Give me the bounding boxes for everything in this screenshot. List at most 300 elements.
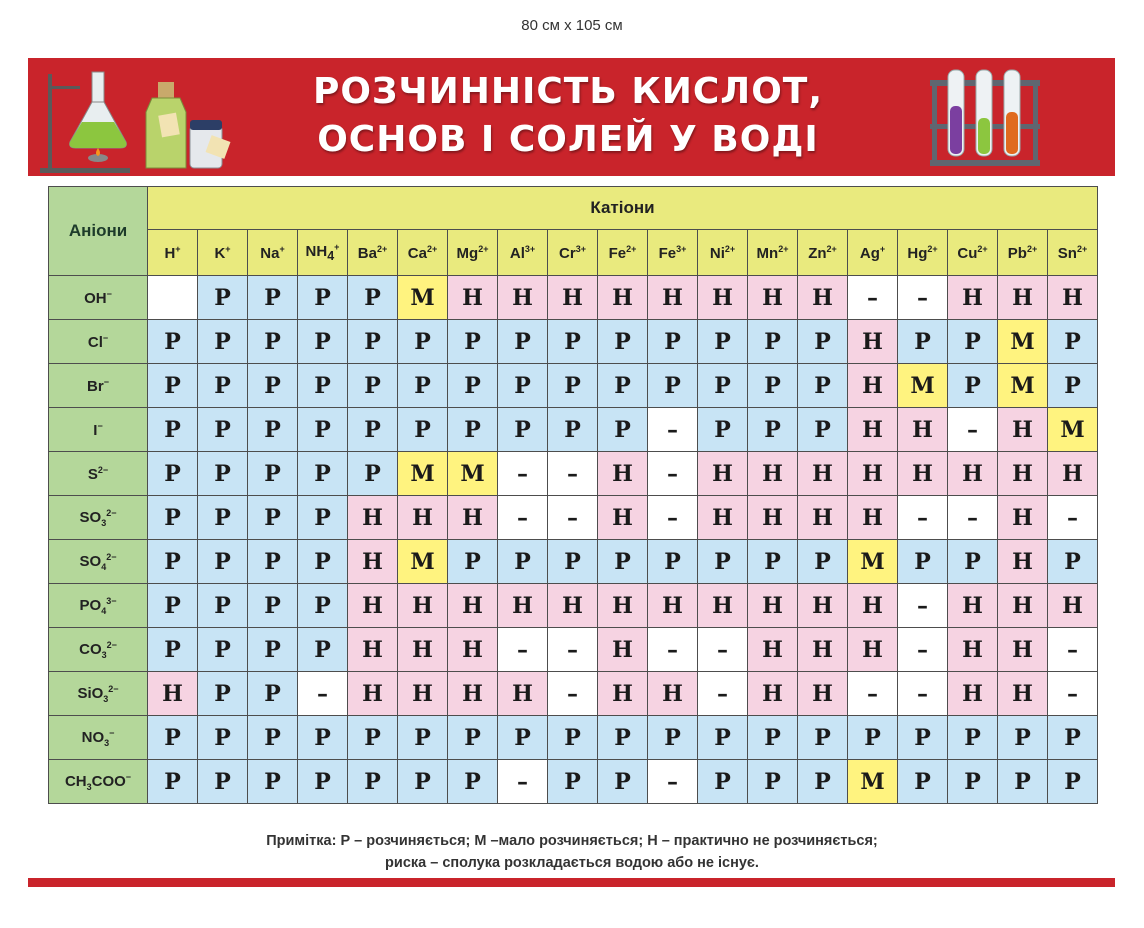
- solubility-cell: Р: [398, 364, 448, 408]
- solubility-cell: Н: [798, 452, 848, 496]
- solubility-cell: Р: [248, 320, 298, 364]
- solubility-cell: Р: [298, 364, 348, 408]
- solubility-cell: Р: [148, 452, 198, 496]
- solubility-cell: Н: [998, 584, 1048, 628]
- solubility-cell: Р: [448, 760, 498, 804]
- anion-charge: −: [125, 771, 132, 782]
- cation-base: K: [214, 244, 226, 262]
- cation-header-9: [598, 230, 648, 276]
- solubility-cell: Н: [898, 408, 948, 452]
- solubility-cell: Р: [498, 320, 548, 364]
- solubility-cell: М: [398, 452, 448, 496]
- solubility-cell: Р: [598, 760, 648, 804]
- solubility-cell: Н: [548, 276, 598, 320]
- solubility-cell: Р: [1048, 320, 1098, 364]
- solubility-cell: Р: [498, 364, 548, 408]
- solubility-cell: Н: [348, 540, 398, 584]
- anion-header-8: [49, 628, 148, 672]
- solubility-cell: Р: [548, 540, 598, 584]
- solubility-cell: –: [648, 628, 698, 672]
- solubility-cell: Р: [948, 320, 998, 364]
- cation-base: Ag: [859, 244, 880, 262]
- solubility-cell: Р: [348, 364, 398, 408]
- solubility-cell: Р: [848, 716, 898, 760]
- solubility-cell: Н: [648, 672, 698, 716]
- cation-base: Cu: [957, 244, 978, 262]
- solubility-cell: –: [498, 760, 548, 804]
- solubility-cell: Р: [348, 452, 398, 496]
- solubility-cell: Н: [798, 584, 848, 628]
- anion-base: OH: [84, 289, 107, 307]
- solubility-cell: Р: [648, 716, 698, 760]
- cation-header-5: [398, 230, 448, 276]
- solubility-cell: М: [1048, 408, 1098, 452]
- anion-charge: −: [109, 727, 115, 738]
- solubility-cell: М: [848, 760, 898, 804]
- solubility-cell: Р: [948, 716, 998, 760]
- solubility-cell: Н: [948, 672, 998, 716]
- solubility-cell: М: [898, 364, 948, 408]
- solubility-cell: Н: [1048, 584, 1098, 628]
- solubility-cell: Р: [698, 320, 748, 364]
- solubility-cell: Р: [448, 320, 498, 364]
- solubility-cell: Р: [498, 540, 548, 584]
- solubility-cell: Р: [948, 760, 998, 804]
- solubility-cell: Н: [448, 584, 498, 628]
- solubility-cell: Р: [748, 760, 798, 804]
- cation-charge: 2+: [977, 243, 988, 254]
- solubility-cell: Н: [998, 496, 1048, 540]
- anion-charge: 2−: [108, 683, 119, 694]
- solubility-cell: Р: [348, 408, 398, 452]
- solubility-cell: Р: [148, 628, 198, 672]
- table-row: [49, 452, 1098, 496]
- cation-header-15: [898, 230, 948, 276]
- table-row: [49, 276, 1098, 320]
- table-row: [49, 408, 1098, 452]
- cation-charge: +: [225, 243, 231, 254]
- solubility-cell: Р: [298, 320, 348, 364]
- solubility-cell: Р: [648, 540, 698, 584]
- cation-header-14: [848, 230, 898, 276]
- solubility-cell: Р: [248, 540, 298, 584]
- anion-header-7: [49, 584, 148, 628]
- solubility-cell: –: [498, 496, 548, 540]
- solubility-cell: –: [898, 584, 948, 628]
- anion-base: S: [87, 465, 98, 483]
- solubility-cell: Р: [898, 716, 948, 760]
- anion-charge: 2−: [106, 551, 117, 562]
- solubility-cell: Р: [748, 716, 798, 760]
- anion-charge: −: [102, 332, 109, 343]
- solubility-cell: Р: [598, 716, 648, 760]
- anion-header-4: [49, 452, 148, 496]
- solubility-cell: Н: [348, 584, 398, 628]
- solubility-cell: Н: [598, 584, 648, 628]
- anion-base: SiO: [77, 684, 104, 702]
- solubility-cell: Н: [398, 672, 448, 716]
- solubility-cell: Р: [448, 408, 498, 452]
- solubility-cell: Н: [848, 364, 898, 408]
- cation-header-2: [248, 230, 298, 276]
- solubility-cell: Н: [948, 452, 998, 496]
- solubility-cell: Р: [748, 540, 798, 584]
- cation-base: Zn: [808, 244, 827, 262]
- solubility-cell: Н: [998, 276, 1048, 320]
- solubility-cell: Р: [798, 408, 848, 452]
- solubility-cell: Н: [748, 628, 798, 672]
- cations-header: Катіони: [148, 187, 1098, 230]
- solubility-cell: Р: [248, 760, 298, 804]
- cation-header-7: [498, 230, 548, 276]
- cation-charge: 2+: [376, 243, 388, 254]
- solubility-cell: Р: [898, 760, 948, 804]
- solubility-cell: Р: [198, 452, 248, 496]
- solubility-cell: Р: [898, 540, 948, 584]
- solubility-cell: Р: [298, 760, 348, 804]
- anion-header-3: [49, 408, 148, 452]
- solubility-cell: Р: [248, 408, 298, 452]
- solubility-cell: Р: [198, 364, 248, 408]
- solubility-cell: Н: [498, 276, 548, 320]
- solubility-cell: Р: [198, 276, 248, 320]
- solubility-cell: –: [898, 496, 948, 540]
- solubility-cell: Н: [898, 452, 948, 496]
- solubility-cell: Р: [348, 760, 398, 804]
- solubility-cell: Н: [448, 628, 498, 672]
- solubility-cell: Н: [398, 496, 448, 540]
- lab-flasks-illustration: [40, 64, 240, 174]
- solubility-cell: Р: [148, 364, 198, 408]
- solubility-cell: Н: [998, 628, 1048, 672]
- solubility-cell: Р: [798, 716, 848, 760]
- anion-subscript: 3: [86, 781, 92, 792]
- solubility-cell: Р: [148, 716, 198, 760]
- solubility-cell: Н: [848, 584, 898, 628]
- table-row: [49, 584, 1098, 628]
- cation-charge: +: [879, 243, 886, 254]
- solubility-cell: Р: [748, 364, 798, 408]
- anion-base: Br: [87, 377, 104, 395]
- solubility-cell: Н: [948, 584, 998, 628]
- solubility-cell: –: [648, 452, 698, 496]
- solubility-cell: –: [548, 452, 598, 496]
- poster-title: [268, 68, 868, 164]
- solubility-cell: Р: [348, 276, 398, 320]
- solubility-cell: Р: [948, 540, 998, 584]
- anion-base: CH: [64, 772, 87, 790]
- anion-base: I: [93, 421, 98, 439]
- solubility-cell: Р: [448, 540, 498, 584]
- solubility-cell: Р: [298, 452, 348, 496]
- solubility-cell: Н: [848, 320, 898, 364]
- solubility-cell: Н: [998, 540, 1048, 584]
- anion-base: PO: [79, 596, 102, 614]
- table-row: [49, 716, 1098, 760]
- solubility-cell: –: [498, 628, 548, 672]
- solubility-cell: Н: [698, 496, 748, 540]
- solubility-table: [48, 186, 1098, 804]
- table-row: [49, 628, 1098, 672]
- solubility-cell: Р: [348, 716, 398, 760]
- solubility-cell: Р: [798, 760, 848, 804]
- cation-header-13: [798, 230, 848, 276]
- anion-charge: 3−: [106, 595, 117, 606]
- anion-subscript: 4: [101, 605, 107, 616]
- solubility-cell: Р: [148, 540, 198, 584]
- solubility-cell: Н: [398, 584, 448, 628]
- solubility-cell: Н: [748, 452, 798, 496]
- solubility-cell: Н: [548, 584, 598, 628]
- solubility-cell: М: [398, 540, 448, 584]
- solubility-cell: М: [448, 452, 498, 496]
- solubility-cell: Р: [148, 496, 198, 540]
- solubility-cell: Р: [1048, 364, 1098, 408]
- cation-base: Fe: [658, 244, 677, 262]
- solubility-cell: Н: [848, 452, 898, 496]
- cation-header-0: [148, 230, 198, 276]
- anion-subscript: 3: [101, 649, 107, 660]
- anion-header-9: [49, 672, 148, 716]
- solubility-cell: Н: [798, 628, 848, 672]
- solubility-cell: Р: [548, 320, 598, 364]
- anion-header-5: [49, 496, 148, 540]
- anion-charge: −: [103, 376, 109, 387]
- solubility-cell: Р: [998, 716, 1048, 760]
- solubility-cell: –: [698, 672, 748, 716]
- solubility-cell: –: [1048, 628, 1098, 672]
- cation-base: Pb: [1007, 244, 1027, 262]
- solubility-cell: М: [998, 320, 1048, 364]
- solubility-cell: Н: [648, 276, 698, 320]
- solubility-cell: Р: [248, 628, 298, 672]
- solubility-cell: Н: [748, 672, 798, 716]
- solubility-cell: Р: [698, 364, 748, 408]
- solubility-cell: Н: [398, 628, 448, 672]
- solubility-cell: Н: [448, 496, 498, 540]
- solubility-cell: Н: [498, 672, 548, 716]
- solubility-cell: Р: [148, 320, 198, 364]
- solubility-cell: –: [548, 628, 598, 672]
- anion-charge: −: [106, 288, 112, 299]
- solubility-cell: Н: [998, 672, 1048, 716]
- anion-header-10: [49, 716, 148, 760]
- cation-base: Cr: [559, 244, 576, 262]
- solubility-cell: Р: [598, 320, 648, 364]
- table-row: [49, 672, 1098, 716]
- solubility-cell: Р: [448, 364, 498, 408]
- solubility-cell: Р: [248, 452, 298, 496]
- solubility-cell: –: [898, 672, 948, 716]
- solubility-cell: Р: [348, 320, 398, 364]
- solubility-cell: Р: [148, 584, 198, 628]
- cation-base: Ba: [357, 244, 377, 262]
- solubility-cell: Н: [798, 672, 848, 716]
- solubility-cell: –: [548, 672, 598, 716]
- table-row: [49, 320, 1098, 364]
- solubility-cell: Н: [1048, 452, 1098, 496]
- cation-base: Sn: [1057, 244, 1077, 262]
- solubility-cell: Н: [748, 584, 798, 628]
- solubility-cell: –: [898, 628, 948, 672]
- anion-charge: 2−: [106, 507, 117, 518]
- solubility-cell: Н: [698, 452, 748, 496]
- solubility-cell: Н: [648, 584, 698, 628]
- solubility-cell: –: [948, 408, 998, 452]
- solubility-table-wrapper: [48, 186, 1098, 804]
- anion-subscript: 4: [101, 561, 107, 572]
- solubility-cell: Н: [998, 408, 1048, 452]
- anion-charge: 2−: [106, 639, 117, 650]
- cation-base: Ca: [407, 244, 427, 262]
- solubility-cell: Н: [948, 276, 998, 320]
- solubility-cell: Н: [148, 672, 198, 716]
- bottom-bar: [28, 878, 1115, 887]
- solubility-cell: Р: [398, 408, 448, 452]
- solubility-cell: Р: [1048, 716, 1098, 760]
- solubility-cell: Р: [1048, 760, 1098, 804]
- table-row: [49, 496, 1098, 540]
- solubility-cell: Р: [148, 408, 198, 452]
- solubility-cell: Р: [198, 584, 248, 628]
- cation-header-12: [748, 230, 798, 276]
- test-tubes-rack-illustration: [928, 66, 1048, 171]
- title-banner: [28, 58, 1115, 176]
- anion-subscript: 3: [104, 737, 110, 748]
- cation-charge: 3+: [524, 243, 536, 254]
- solubility-cell: Р: [248, 496, 298, 540]
- cation-base: Ni: [709, 244, 725, 262]
- solubility-cell: –: [648, 408, 698, 452]
- solubility-cell: Р: [648, 364, 698, 408]
- solubility-cell: Н: [1048, 276, 1098, 320]
- cation-charge: 3+: [676, 243, 687, 254]
- solubility-table-body: [49, 276, 1098, 804]
- cation-charge: +: [334, 242, 340, 253]
- solubility-cell: –: [1048, 496, 1098, 540]
- solubility-cell: –: [848, 672, 898, 716]
- solubility-cell: Н: [448, 276, 498, 320]
- solubility-cell: Р: [298, 628, 348, 672]
- solubility-cell: –: [648, 760, 698, 804]
- cation-base: H: [164, 244, 176, 262]
- cation-header-16: [948, 230, 998, 276]
- solubility-cell: Р: [198, 760, 248, 804]
- cation-header-18: [1048, 230, 1098, 276]
- cation-subscript: 4: [327, 249, 335, 264]
- solubility-cell: Р: [448, 716, 498, 760]
- anion-base: NO: [81, 728, 105, 746]
- cation-header-17: [998, 230, 1048, 276]
- solubility-cell: Р: [298, 276, 348, 320]
- solubility-cell: Р: [298, 584, 348, 628]
- solubility-cell: Р: [198, 716, 248, 760]
- anion-header-11: [49, 760, 148, 804]
- cation-base: Hg: [907, 244, 928, 262]
- solubility-cell: Н: [848, 496, 898, 540]
- solubility-cell: Р: [398, 760, 448, 804]
- solubility-cell: Р: [248, 584, 298, 628]
- solubility-cell: –: [1048, 672, 1098, 716]
- legend-note-line1: Примітка: Р – розчиняється; М –мало розчиняється; Н – практично не розчиняється;: [266, 833, 878, 849]
- solubility-cell: Р: [1048, 540, 1098, 584]
- anion-subscript: 3: [101, 517, 107, 528]
- solubility-cell: Р: [548, 364, 598, 408]
- cation-charge: +: [279, 243, 285, 254]
- anion-header-0: [49, 276, 148, 320]
- solubility-cell: Р: [598, 408, 648, 452]
- solubility-cell: Р: [248, 364, 298, 408]
- cation-base: Na: [260, 244, 280, 262]
- solubility-cell: Р: [748, 320, 798, 364]
- solubility-cell: Н: [348, 672, 398, 716]
- anion-tail: COO: [91, 772, 126, 790]
- cation-header-10: [648, 230, 698, 276]
- cation-row: [49, 230, 1098, 276]
- table-row: [49, 364, 1098, 408]
- solubility-cell: Р: [248, 276, 298, 320]
- cation-header-8: [548, 230, 598, 276]
- cation-charge: 2+: [626, 243, 637, 254]
- solubility-cell: Р: [948, 364, 998, 408]
- poster-title-line1: РОЗЧИННІСТЬ КИСЛОТ,: [312, 71, 824, 112]
- solubility-cell: Р: [198, 628, 248, 672]
- cation-header-6: [448, 230, 498, 276]
- solubility-cell: Р: [898, 320, 948, 364]
- cation-charge: 2+: [724, 243, 736, 254]
- solubility-cell: Р: [498, 716, 548, 760]
- solubility-cell: М: [998, 364, 1048, 408]
- cation-base: Fe: [608, 244, 627, 262]
- cation-charge: 2+: [826, 243, 837, 254]
- solubility-cell: Р: [548, 408, 598, 452]
- solubility-cell: Р: [398, 716, 448, 760]
- cation-charge: 2+: [927, 243, 938, 254]
- solubility-cell: –: [698, 628, 748, 672]
- solubility-cell: Н: [698, 584, 748, 628]
- solubility-cell: Р: [198, 496, 248, 540]
- solubility-cell: Н: [498, 584, 548, 628]
- solubility-cell: –: [498, 452, 548, 496]
- solubility-cell: Н: [848, 628, 898, 672]
- cation-base: Mn: [756, 244, 779, 262]
- solubility-cell: Н: [698, 276, 748, 320]
- solubility-cell: Р: [698, 716, 748, 760]
- solubility-cell: Н: [598, 452, 648, 496]
- solubility-cell: Н: [798, 276, 848, 320]
- solubility-cell: Н: [748, 496, 798, 540]
- solubility-cell: Н: [598, 276, 648, 320]
- solubility-cell: Р: [548, 716, 598, 760]
- solubility-cell: М: [398, 276, 448, 320]
- cation-header-4: [348, 230, 398, 276]
- poster-size-label: 80 см x 105 см: [521, 17, 623, 34]
- table-row: [49, 760, 1098, 804]
- anion-header-2: [49, 364, 148, 408]
- solubility-cell: Н: [748, 276, 798, 320]
- solubility-cell: –: [648, 496, 698, 540]
- anion-header-6: [49, 540, 148, 584]
- solubility-cell: Р: [798, 540, 848, 584]
- anion-header-1: [49, 320, 148, 364]
- solubility-cell: Н: [348, 628, 398, 672]
- cation-header-11: [698, 230, 748, 276]
- anion-charge: 2−: [97, 464, 109, 475]
- cation-base: NH: [305, 243, 328, 261]
- solubility-cell: Р: [298, 496, 348, 540]
- anion-base: Cl: [87, 333, 103, 351]
- solubility-cell: Н: [348, 496, 398, 540]
